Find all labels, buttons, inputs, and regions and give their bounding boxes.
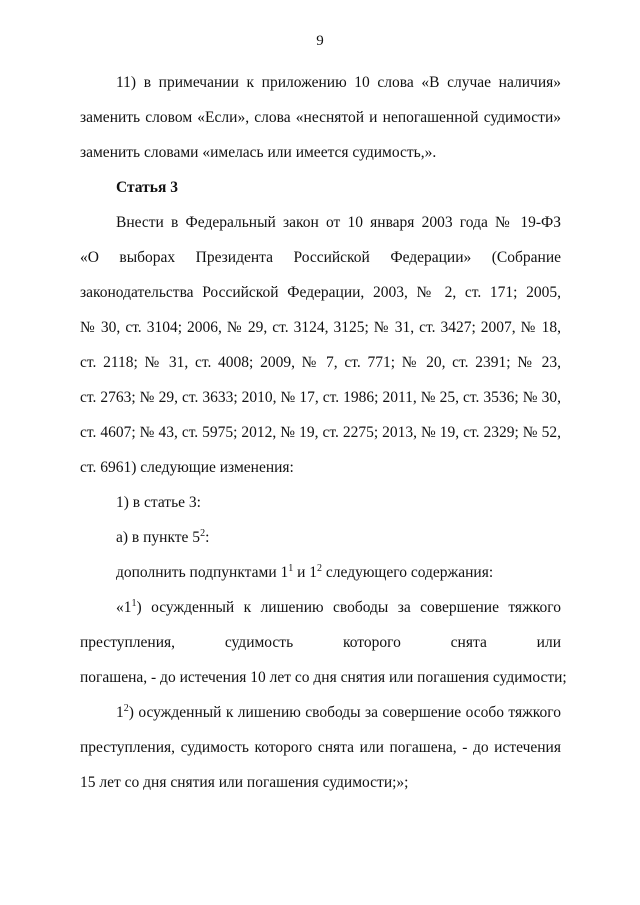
item11-line-2: заменить словом «Если», слова «неснятой и непогашенной судимости» <box>80 109 561 126</box>
intro-line-7: ст. 4607; № 43, ст. 5975; 2012, № 19, ст. 2275; 2013, № 19, ст. 2329; № 52, <box>80 424 561 441</box>
supplement-text-1: дополнить подпунктами 1 <box>116 564 289 581</box>
intro-line-2: «О выборах Президента Российской Федерации» (Собрание <box>80 249 561 266</box>
article-heading: Статья 3 <box>116 179 178 196</box>
intro-line-5: ст. 2118; № 31, ст. 4008; 2009, № 7, ст. 771; № 20, ст. 2391; № 23, <box>80 354 561 371</box>
amend-item-a <box>116 528 561 548</box>
intro-line-4: № 30, ст. 3104; 2006, № 29, ст. 3124, 3125; № 31, ст. 3427; 2007, № 18, <box>80 319 561 336</box>
subitem-1-line-3: погашена, - до истечения 10 лет со дня снятия или погашения судимости; <box>80 669 567 686</box>
supplement-line <box>116 563 561 583</box>
item-a-colon: : <box>205 529 210 546</box>
subitem-2-line-2: преступления, судимость которого снята или погашена, - до истечения <box>80 739 561 756</box>
item11-line-3: заменить словами «имелась или имеется судимость,». <box>80 144 437 161</box>
subitem-1-line-2: преступления, судимость которого снята или <box>80 634 561 651</box>
subitem-2-number: 1 <box>116 704 124 721</box>
subitem-2-line-1 <box>116 703 561 723</box>
amend-item-1: 1) в статье 3: <box>116 494 201 511</box>
intro-line-3: законодательства Российской Федерации, 2003, № 2, ст. 171; 2005, <box>80 284 561 301</box>
subitem-1-number: «1 <box>116 599 132 616</box>
subitem-1-text: ) осужденный к лишению свободы за совершение тяжкого <box>136 599 561 616</box>
subitem-1-superscript: 1 <box>131 598 137 609</box>
intro-line-6: ст. 2763; № 29, ст. 3633; 2010, № 17, ст. 1986; 2011, № 25, ст. 3536; № 30, <box>80 389 561 406</box>
supplement-text-2: и 1 <box>293 564 318 581</box>
supplement-superscript-1: 1 <box>288 563 294 574</box>
intro-line-8: ст. 6961) следующие изменения: <box>80 459 294 476</box>
item-a-superscript: 2 <box>200 528 206 539</box>
intro-line-1: Внести в Федеральный закон от 10 января 2003 года № 19-ФЗ <box>116 214 561 231</box>
subitem-1-line-1 <box>116 598 561 618</box>
subitem-2-superscript: 2 <box>123 703 129 714</box>
supplement-text-3: следующего содержания: <box>322 564 494 581</box>
page-number: 9 <box>316 33 324 49</box>
subitem-2-text: ) осужденный к лишению свободы за совершение особо тяжкого <box>128 704 561 721</box>
supplement-superscript-2: 2 <box>317 563 323 574</box>
item-a-text: а) в пункте 5 <box>116 529 201 546</box>
item11-line-1: 11) в примечании к приложению 10 слова «В случае наличия» <box>116 74 561 91</box>
subitem-2-line-3: 15 лет со дня снятия или погашения судимости;»; <box>80 774 409 791</box>
